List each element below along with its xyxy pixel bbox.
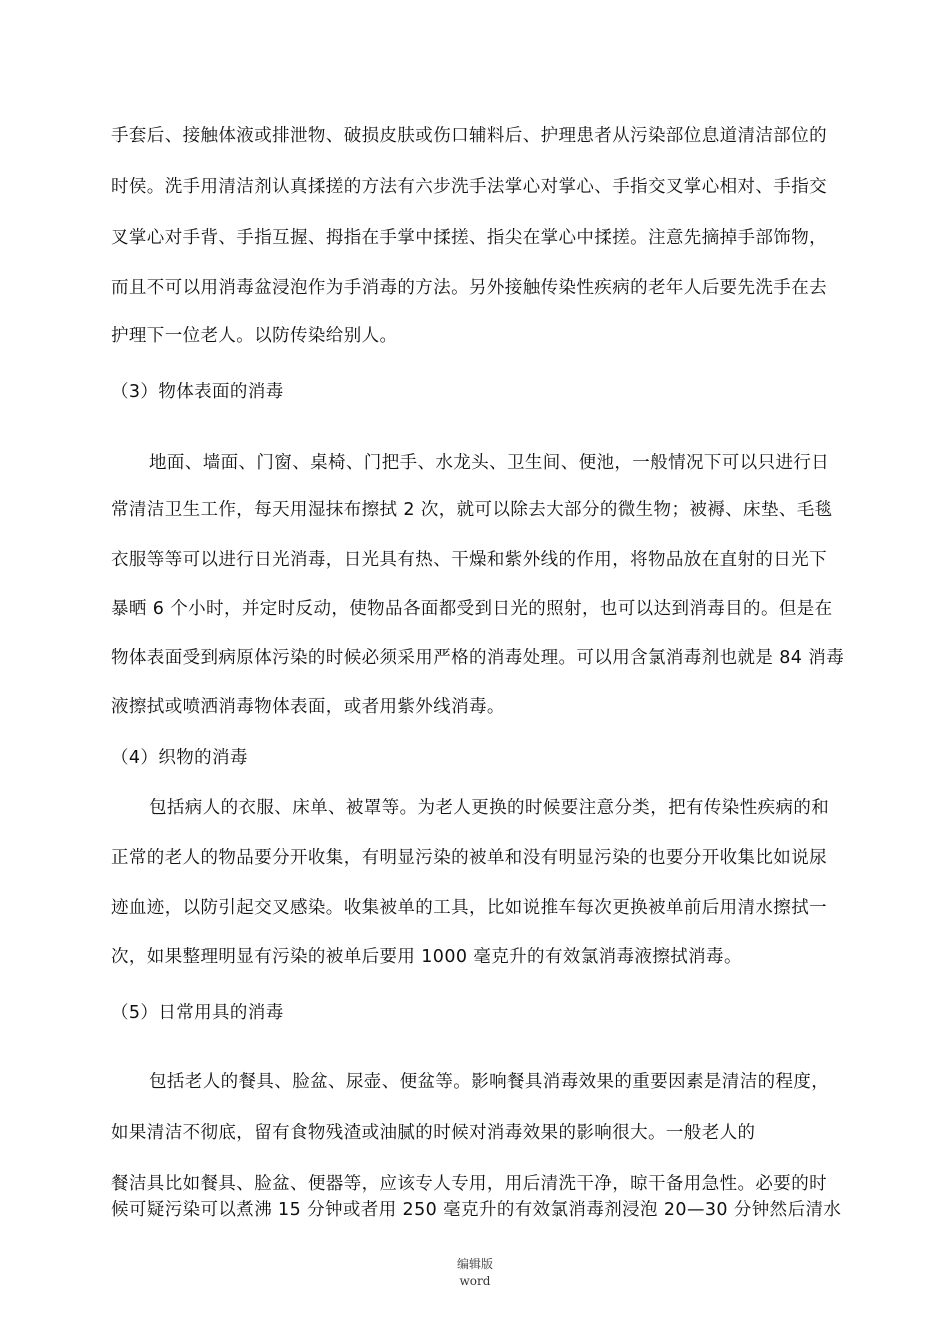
footer-word: word [459,1274,491,1288]
paragraph-line: 液擦拭或喷洒消毒物体表面，或者用紫外线消毒。 [111,697,505,717]
paragraph-line: 叉掌心对手背、手指互握、拇指在手掌中揉搓、指尖在掌心中揉搓。注意先摘掉手部饰物， [111,228,827,248]
footer-label: 编辑版 [456,1257,493,1271]
paragraph-line: 暴晒 6 个小时，并定时反动，使物品各面都受到日光的照射，也可以达到消毒目的。但是在 [111,599,833,619]
paragraph-line: 正常的老人的物品要分开收集，有明显污染的被单和没有明显污染的也要分开收集比如说尿 [111,848,827,868]
paragraph-line: 地面、墙面、门窗、桌椅、门把手、水龙头、卫生间、便池，一般情况下可以只进行日 [149,453,830,473]
section-heading-4: （4）织物的消毒 [111,748,248,768]
paragraph-line: 候可疑污染可以煮沸 15 分钟或者用 250 毫克升的有效氯消毒剂浸泡 20—30 分钟然后清水 [111,1200,842,1220]
paragraph-line: 衣服等等可以进行日光消毒，日光具有热、干燥和紫外线的作用，将物品放在直射的日光下 [111,550,827,570]
paragraph-line: 时侯。洗手用清洁剂认真揉搓的方法有六步洗手法掌心对掌心、手指交叉掌心相对、手指交 [111,177,827,197]
section-heading-3: （3）物体表面的消毒 [111,382,284,402]
paragraph-line: 常清洁卫生工作，每天用湿抹布擦拭 2 次，就可以除去大部分的微生物；被褥、床垫、毛毯 [111,500,833,520]
paragraph-line: 手套后、接触体液或排泄物、破损皮肤或伤口辅料后、护理患者从污染部位息道清洁部位的 [111,126,827,146]
paragraph-line: 次，如果整理明显有污染的被单后要用 1000 毫克升的有效氯消毒液擦拭消毒。 [111,947,742,967]
paragraph-line: 物体表面受到病原体污染的时候必须采用严格的消毒处理。可以用含氯消毒剂也就是 84 消毒 [111,648,845,668]
paragraph-line: 如果清洁不彻底，留有食物残渣或油腻的时候对消毒效果的影响很大。一般老人的 [111,1123,756,1143]
paragraph-line: 包括老人的餐具、脸盆、尿壶、便盆等。影响餐具消毒效果的重要因素是清洁的程度， [149,1072,830,1092]
section-heading-5: （5）日常用具的消毒 [111,1003,284,1023]
paragraph-line: 而且不可以用消毒盆浸泡作为手消毒的方法。另外接触传染性疾病的老年人后要先洗手在去 [111,278,827,298]
paragraph-line: 迹血迹，以防引起交叉感染。收集被单的工具，比如说推车每次更换被单前后用清水擦拭一 [111,898,827,918]
paragraph-line: 包括病人的衣服、床单、被罩等。为老人更换的时候要注意分类，把有传染性疾病的和 [149,798,830,818]
paragraph-line: 护理下一位老人。以防传染给别人。 [111,326,398,346]
paragraph-line: 餐洁具比如餐具、脸盆、便器等，应该专人专用，用后清洗干净，晾干备用急性。必要的时 [111,1174,827,1194]
